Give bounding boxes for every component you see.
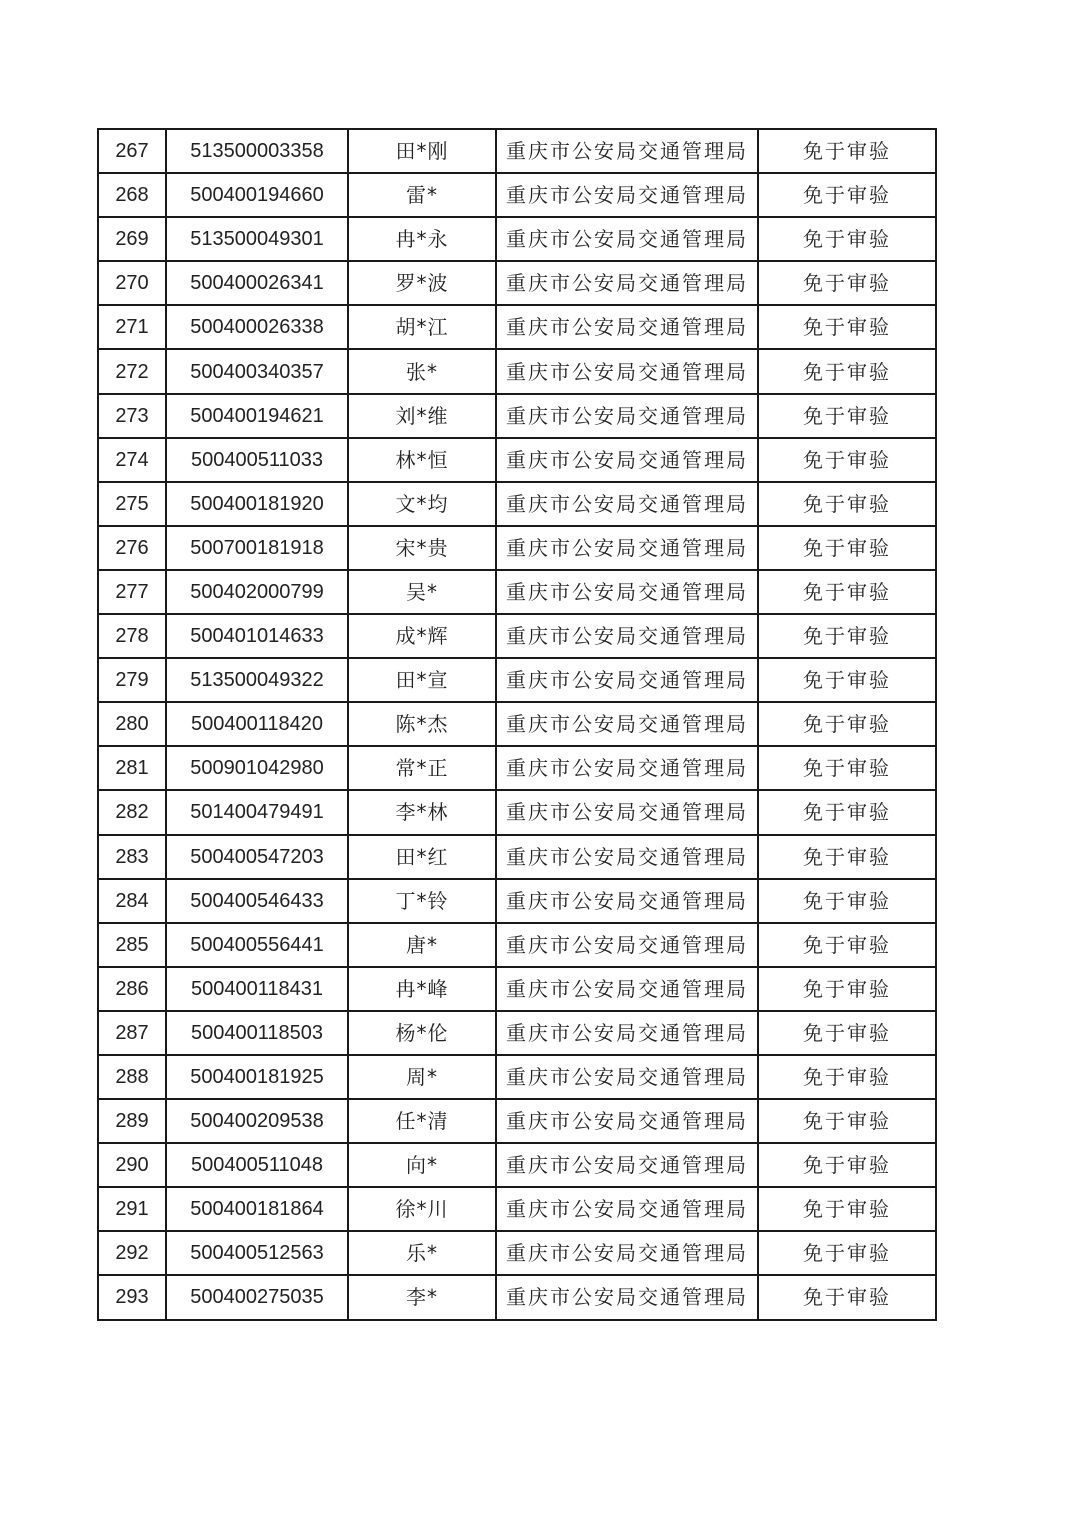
cell-seq: 292 (98, 1231, 166, 1275)
records-table-body (98, 129, 936, 1320)
cell-record-id: 500400512563 (166, 1231, 348, 1275)
cell-result: 免于审验 (758, 967, 936, 1011)
cell-record-id: 500400546433 (166, 879, 348, 923)
cell-organization: 重庆市公安局交通管理局 (496, 835, 758, 879)
cell-record-id: 500400547203 (166, 835, 348, 879)
cell-result: 免于审验 (758, 1275, 936, 1319)
table-row (98, 614, 936, 658)
cell-name: 田*宣 (348, 658, 496, 702)
table-row (98, 526, 936, 570)
cell-name: 唐* (348, 923, 496, 967)
cell-result: 免于审验 (758, 1231, 936, 1275)
cell-seq: 278 (98, 614, 166, 658)
record-sheet (97, 128, 927, 1321)
cell-seq: 268 (98, 173, 166, 217)
table-row (98, 173, 936, 217)
cell-name: 任*清 (348, 1099, 496, 1143)
cell-record-id: 500400118420 (166, 702, 348, 746)
cell-name: 李*林 (348, 790, 496, 834)
table-row (98, 746, 936, 790)
cell-name: 田*红 (348, 835, 496, 879)
table-row (98, 1099, 936, 1143)
cell-organization: 重庆市公安局交通管理局 (496, 570, 758, 614)
table-row (98, 349, 936, 393)
cell-name: 罗*波 (348, 261, 496, 305)
cell-record-id: 500400556441 (166, 923, 348, 967)
cell-name: 张* (348, 349, 496, 393)
table-row (98, 1143, 936, 1187)
cell-result: 免于审验 (758, 1055, 936, 1099)
cell-organization: 重庆市公安局交通管理局 (496, 394, 758, 438)
cell-organization: 重庆市公安局交通管理局 (496, 1275, 758, 1319)
cell-name: 丁*铃 (348, 879, 496, 923)
cell-result: 免于审验 (758, 482, 936, 526)
cell-organization: 重庆市公安局交通管理局 (496, 526, 758, 570)
cell-record-id: 500400026338 (166, 305, 348, 349)
cell-name: 雷* (348, 173, 496, 217)
cell-organization: 重庆市公安局交通管理局 (496, 923, 758, 967)
table-row (98, 305, 936, 349)
cell-name: 徐*川 (348, 1187, 496, 1231)
table-row (98, 658, 936, 702)
cell-seq: 286 (98, 967, 166, 1011)
table-row (98, 702, 936, 746)
table-row (98, 1011, 936, 1055)
cell-name: 周* (348, 1055, 496, 1099)
cell-name: 乐* (348, 1231, 496, 1275)
cell-name: 文*均 (348, 482, 496, 526)
cell-result: 免于审验 (758, 1143, 936, 1187)
cell-record-id: 500400181920 (166, 482, 348, 526)
cell-organization: 重庆市公安局交通管理局 (496, 1011, 758, 1055)
cell-seq: 271 (98, 305, 166, 349)
cell-result: 免于审验 (758, 1011, 936, 1055)
cell-seq: 273 (98, 394, 166, 438)
cell-record-id: 513500003358 (166, 129, 348, 173)
cell-result: 免于审验 (758, 349, 936, 393)
cell-result: 免于审验 (758, 923, 936, 967)
table-row (98, 394, 936, 438)
cell-name: 李* (348, 1275, 496, 1319)
cell-seq: 290 (98, 1143, 166, 1187)
cell-organization: 重庆市公安局交通管理局 (496, 129, 758, 173)
cell-organization: 重庆市公安局交通管理局 (496, 702, 758, 746)
cell-record-id: 500901042980 (166, 746, 348, 790)
cell-record-id: 500400194621 (166, 394, 348, 438)
cell-seq: 275 (98, 482, 166, 526)
cell-record-id: 500400181864 (166, 1187, 348, 1231)
cell-seq: 267 (98, 129, 166, 173)
cell-organization: 重庆市公安局交通管理局 (496, 173, 758, 217)
cell-name: 陈*杰 (348, 702, 496, 746)
table-row (98, 570, 936, 614)
cell-result: 免于审验 (758, 746, 936, 790)
cell-organization: 重庆市公安局交通管理局 (496, 217, 758, 261)
cell-name: 胡*江 (348, 305, 496, 349)
cell-organization: 重庆市公安局交通管理局 (496, 658, 758, 702)
table-row (98, 129, 936, 173)
cell-name: 杨*伦 (348, 1011, 496, 1055)
cell-name: 成*辉 (348, 614, 496, 658)
table-row (98, 1231, 936, 1275)
cell-name: 冉*峰 (348, 967, 496, 1011)
cell-result: 免于审验 (758, 261, 936, 305)
table-row (98, 1275, 936, 1319)
cell-seq: 289 (98, 1099, 166, 1143)
cell-organization: 重庆市公安局交通管理局 (496, 349, 758, 393)
table-row (98, 879, 936, 923)
cell-organization: 重庆市公安局交通管理局 (496, 879, 758, 923)
cell-record-id: 500401014633 (166, 614, 348, 658)
cell-seq: 270 (98, 261, 166, 305)
cell-organization: 重庆市公安局交通管理局 (496, 614, 758, 658)
cell-name: 田*刚 (348, 129, 496, 173)
cell-record-id: 500400340357 (166, 349, 348, 393)
cell-result: 免于审验 (758, 173, 936, 217)
cell-seq: 272 (98, 349, 166, 393)
cell-result: 免于审验 (758, 1099, 936, 1143)
cell-seq: 274 (98, 438, 166, 482)
cell-result: 免于审验 (758, 790, 936, 834)
table-row (98, 482, 936, 526)
cell-record-id: 500400026341 (166, 261, 348, 305)
cell-organization: 重庆市公安局交通管理局 (496, 967, 758, 1011)
records-table (97, 128, 937, 1321)
cell-seq: 277 (98, 570, 166, 614)
cell-result: 免于审验 (758, 614, 936, 658)
cell-name: 常*正 (348, 746, 496, 790)
cell-name: 吴* (348, 570, 496, 614)
cell-record-id: 500700181918 (166, 526, 348, 570)
table-row (98, 967, 936, 1011)
cell-record-id: 513500049322 (166, 658, 348, 702)
cell-organization: 重庆市公安局交通管理局 (496, 305, 758, 349)
cell-seq: 269 (98, 217, 166, 261)
cell-seq: 288 (98, 1055, 166, 1099)
cell-seq: 285 (98, 923, 166, 967)
cell-record-id: 501400479491 (166, 790, 348, 834)
table-row (98, 1055, 936, 1099)
cell-seq: 282 (98, 790, 166, 834)
cell-record-id: 500400181925 (166, 1055, 348, 1099)
cell-result: 免于审验 (758, 879, 936, 923)
cell-organization: 重庆市公安局交通管理局 (496, 1055, 758, 1099)
cell-name: 冉*永 (348, 217, 496, 261)
cell-name: 林*恒 (348, 438, 496, 482)
cell-record-id: 500400209538 (166, 1099, 348, 1143)
table-row (98, 923, 936, 967)
cell-result: 免于审验 (758, 394, 936, 438)
cell-record-id: 500400118431 (166, 967, 348, 1011)
cell-name: 向* (348, 1143, 496, 1187)
cell-seq: 276 (98, 526, 166, 570)
cell-record-id: 500402000799 (166, 570, 348, 614)
cell-result: 免于审验 (758, 570, 936, 614)
cell-record-id: 513500049301 (166, 217, 348, 261)
cell-result: 免于审验 (758, 1187, 936, 1231)
cell-organization: 重庆市公安局交通管理局 (496, 482, 758, 526)
table-row (98, 261, 936, 305)
cell-record-id: 500400511048 (166, 1143, 348, 1187)
cell-organization: 重庆市公安局交通管理局 (496, 1231, 758, 1275)
cell-seq: 280 (98, 702, 166, 746)
cell-record-id: 500400275035 (166, 1275, 348, 1319)
cell-organization: 重庆市公安局交通管理局 (496, 1143, 758, 1187)
cell-result: 免于审验 (758, 305, 936, 349)
cell-organization: 重庆市公安局交通管理局 (496, 746, 758, 790)
cell-seq: 291 (98, 1187, 166, 1231)
table-row (98, 835, 936, 879)
cell-result: 免于审验 (758, 702, 936, 746)
cell-seq: 279 (98, 658, 166, 702)
cell-record-id: 500400511033 (166, 438, 348, 482)
cell-organization: 重庆市公安局交通管理局 (496, 790, 758, 834)
cell-seq: 284 (98, 879, 166, 923)
cell-seq: 287 (98, 1011, 166, 1055)
cell-organization: 重庆市公安局交通管理局 (496, 1187, 758, 1231)
cell-record-id: 500400194660 (166, 173, 348, 217)
cell-seq: 293 (98, 1275, 166, 1319)
table-row (98, 438, 936, 482)
cell-result: 免于审验 (758, 526, 936, 570)
cell-record-id: 500400118503 (166, 1011, 348, 1055)
table-row (98, 217, 936, 261)
cell-organization: 重庆市公安局交通管理局 (496, 261, 758, 305)
cell-seq: 283 (98, 835, 166, 879)
cell-result: 免于审验 (758, 658, 936, 702)
cell-name: 刘*维 (348, 394, 496, 438)
cell-seq: 281 (98, 746, 166, 790)
table-row (98, 790, 936, 834)
cell-name: 宋*贵 (348, 526, 496, 570)
table-row (98, 1187, 936, 1231)
cell-result: 免于审验 (758, 835, 936, 879)
cell-result: 免于审验 (758, 217, 936, 261)
cell-organization: 重庆市公安局交通管理局 (496, 438, 758, 482)
cell-result: 免于审验 (758, 438, 936, 482)
cell-organization: 重庆市公安局交通管理局 (496, 1099, 758, 1143)
cell-result: 免于审验 (758, 129, 936, 173)
